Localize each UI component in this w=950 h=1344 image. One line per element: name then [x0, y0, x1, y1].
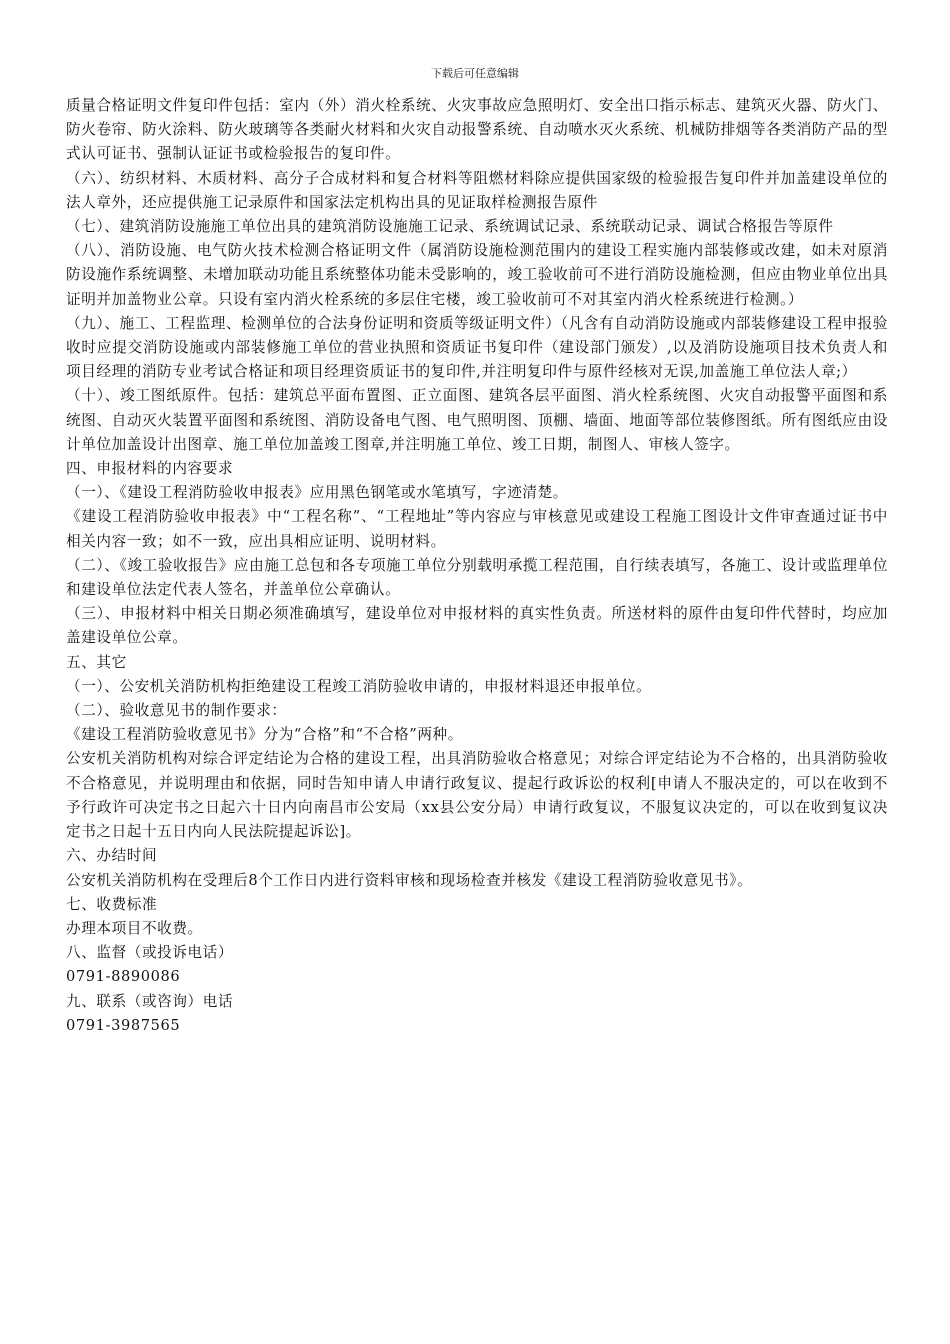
- section-heading-4: 四、申报材料的内容要求: [66, 460, 234, 478]
- paragraph-product-certificates: 质量合格证明文件复印件包括：室内（外）消火栓系统、火灾事故应急照明灯、安全出口指示标志、建筑灭火器、防火门、防火卷帘、防火涂料、防火玻璃等各类耐火材料和火灾自动报警系统、自动喷水灭火系统、机械防排烟等各类消防产品的型式认可证书、强制认证证书或检验报告的复印件。: [66, 97, 888, 163]
- paragraph-4-3: （三）、申报材料中相关日期必须准确填写，建设单位对申报材料的真实性负责。所送材料的原件由复印件代替时，均应加盖建设单位公章。: [66, 605, 888, 647]
- paragraph-4-1-detail: 《建设工程消防验收申报表》中“工程名称”、“工程地址”等内容应与审核意见或建设工程施工图设计文件审查通过证书中相关内容一致；如不一致，应出具相应证明、说明材料。: [66, 508, 888, 550]
- section-heading-9: 九、联系（或咨询）电话: [66, 992, 234, 1010]
- document-body: [66, 94, 888, 1038]
- paragraph-item-8: （八）、消防设施、电气防火技术检测合格证明文件（属消防设施检测范围内的建设工程实施内部装修或改建，如未对原消防设施作系统调整、未增加联动功能且系统整体功能未受影响的，竣工验收前可不进行消防设施检测，但应由物业单位出具证明并加盖物业公章。只设有室内消火栓系统的多层住宅楼，竣工验收前可不对其室内消火栓系统进行检测。）: [66, 242, 888, 308]
- section-heading-6: 六、办结时间: [66, 847, 158, 865]
- paragraph-7-detail: 办理本项目不收费。: [66, 919, 203, 937]
- paragraph-5-1: （一）、公安机关消防机构拒绝建设工程竣工消防验收申请的，申报材料退还申报单位。: [66, 677, 652, 695]
- paragraph-4-1: （一）、《建设工程消防验收申报表》应用黑色钢笔或水笔填写，字迹清楚。: [66, 484, 568, 502]
- contact-phone: 0791-3987565: [66, 1016, 181, 1034]
- section-heading-8: 八、监督（或投诉电话）: [66, 944, 234, 962]
- paragraph-4-2: （二）、《竣工验收报告》应由施工总包和各专项施工单位分别载明承揽工程范围，自行续表填写，各施工、设计或监理单位和建设单位法定代表人签名，并盖单位公章确认。: [66, 556, 888, 599]
- paragraph-item-10: （十）、竣工图纸原件。包括：建筑总平面布置图、正立面图、建筑各层平面图、消火栓系统图、火灾自动报警平面图和系统图、自动灭火装置平面图和系统图、消防设备电气图、电气照明图、顶棚、墙面、地面等部位装修图纸。所有图纸应由设计单位加盖设计出图章、施工单位加盖竣工图章,并注明施工单位、竣工日期，制图人、审核人签字。: [66, 387, 888, 453]
- paragraph-item-6: （六）、纺织材料、木质材料、高分子合成材料和复合材料等阻燃材料除应提供国家级的检验报告复印件并加盖建设单位的法人章外，还应提供施工记录原件和国家法定机构出具的见证取样检测报告原件: [66, 169, 888, 211]
- paragraph-5-2: （二）、验收意见书的制作要求：: [66, 702, 287, 720]
- paragraph-6-detail: 公安机关消防机构在受理后8个工作日内进行资料审核和现场检查并核发《建设工程消防验收意见书》。: [66, 871, 753, 889]
- section-heading-5: 五、其它: [66, 653, 127, 671]
- section-heading-7: 七、收费标准: [66, 895, 158, 913]
- paragraph-5-2-types: 《建设工程消防验收意见书》分为“合格”和“不合格”两种。: [66, 726, 463, 744]
- supervision-phone: 0791-8890086: [66, 968, 181, 986]
- paragraph-5-2-detail: 公安机关消防机构对综合评定结论为合格的建设工程，出具消防验收合格意见；对综合评定结论为不合格的，出具消防验收不合格意见，并说明理由和依据，同时告知申请人申请行政复议、提起行政诉讼的权利[申请人不服决定的，可以在收到不予行政许可决定书之日起六十日内向南昌市公安局（xx县公安分局）申请行政复议，不服复议决定的，可以在收到复议决定书之日起十五日内向人民法院提起诉讼]。: [66, 750, 888, 841]
- paragraph-item-7: （七）、建筑消防设施施工单位出具的建筑消防设施施工记录、系统调试记录、系统联动记录、调试合格报告等原件: [66, 218, 834, 236]
- paragraph-item-9: （九）、施工、工程监理、检测单位的合法身份证明和资质等级证明文件）（凡含有自动消防设施或内部装修建设工程申报验收时应提交消防设施或内部装修施工单位的营业执照和资质证书复印件（建设部门颁发）,以及消防设施项目技术负责人和项目经理的消防专业考试合格证和项目经理资质证书的复印件,并注明复印件与原件经核对无误,加盖施工单位法人章;）: [66, 314, 888, 381]
- page-header: 下载后可任意编辑: [431, 67, 519, 80]
